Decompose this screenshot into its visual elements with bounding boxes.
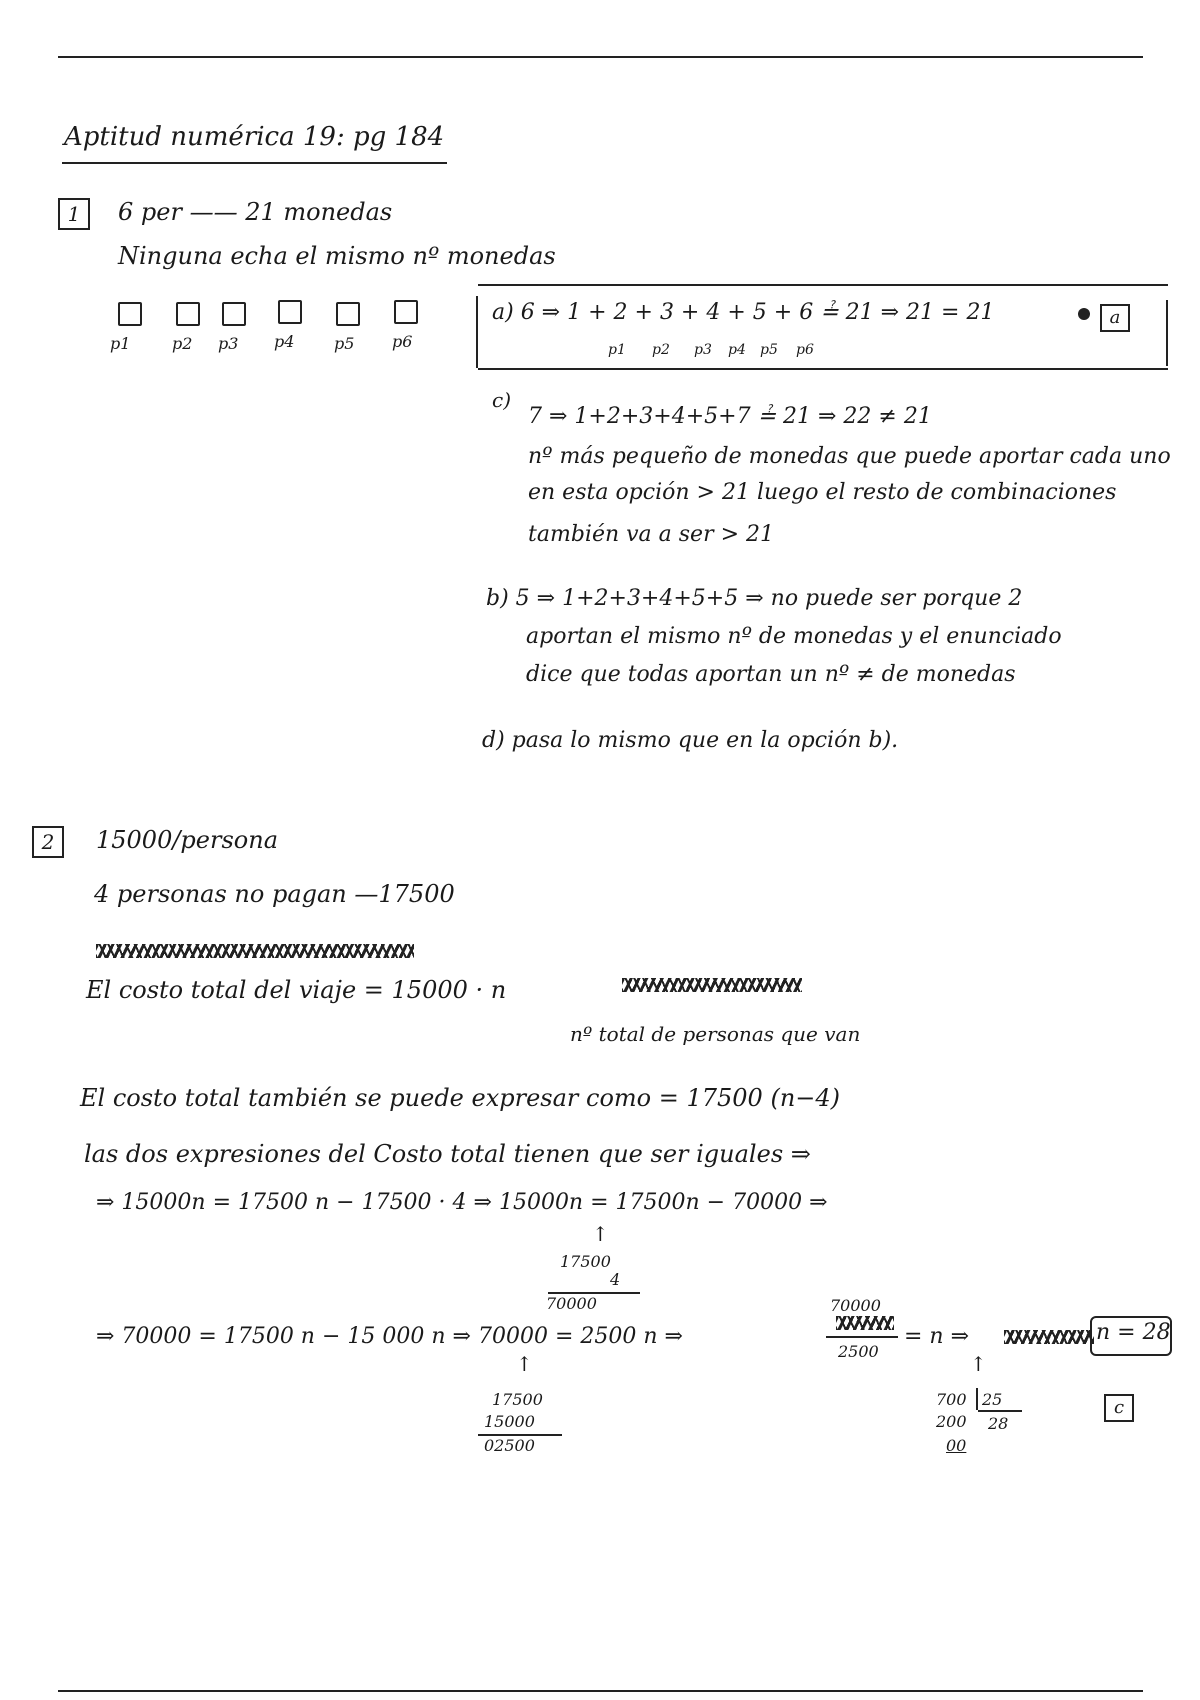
scribbled-text: [836, 1316, 894, 1330]
page-title: Aptitud numérica 19: pg 184: [64, 122, 445, 152]
option-b-line2: aportan el mismo nº de monedas y el enunciado: [526, 624, 1062, 649]
option-c-line1: 7 ⇒ 1+2+3+4+5+7 ≟ 21 ⇒ 22 ≠ 21: [528, 404, 932, 429]
scribbled-text: [1004, 1330, 1094, 1344]
person-label: p4: [274, 332, 295, 351]
fraction-denominator: 2500: [838, 1342, 879, 1361]
option-a-label: p6: [796, 342, 814, 358]
problem-1-line1: 6 per —— 21 monedas: [118, 198, 393, 226]
person-box-1: [118, 302, 142, 326]
problem-1-line2: Ninguna echa el mismo nº monedas: [118, 242, 556, 270]
person-box-6: [394, 300, 418, 324]
person-label: p2: [172, 334, 193, 353]
person-label: p5: [334, 334, 355, 353]
person-box-4: [278, 300, 302, 324]
option-a-label: p5: [760, 342, 778, 358]
person-box-5: [336, 302, 360, 326]
fraction-numerator: 70000: [830, 1296, 881, 1315]
division-bracket: [976, 1388, 978, 1410]
option-d-line: d) pasa lo mismo que en la opción b).: [482, 728, 899, 753]
problem-2-number: 2: [32, 826, 64, 858]
calc1-value: 4: [610, 1270, 621, 1289]
calc1-value: 17500: [560, 1252, 611, 1271]
fraction-rule: [826, 1336, 898, 1338]
option-a-frame: [478, 284, 1168, 370]
problem-2-line3: El costo total del viaje = 15000 · n: [86, 976, 507, 1004]
option-b-line1: b) 5 ⇒ 1+2+3+4+5+5 ⇒ no puede ser porque 2: [486, 586, 1023, 611]
calc1-value: 70000: [546, 1294, 597, 1313]
top-rule: [58, 56, 1143, 58]
option-a-label: p2: [652, 342, 670, 358]
option-a-frame-left: [476, 296, 478, 368]
option-a-frame-right: [1166, 300, 1168, 366]
division-remainder: 200: [936, 1412, 967, 1431]
person-label: p1: [110, 334, 131, 353]
problem-1-number: 1: [58, 198, 90, 230]
person-label: p3: [218, 334, 239, 353]
scribbled-text: [96, 944, 414, 958]
problem-2-line1: 15000/persona: [96, 826, 279, 854]
person-box-3: [222, 302, 246, 326]
option-a-answer: a: [1100, 304, 1130, 332]
problem-2-line4: El costo total también se puede expresar como = 17500 (n−4): [80, 1084, 841, 1112]
scribbled-text: [622, 978, 802, 992]
bottom-rule: [58, 1690, 1143, 1692]
option-b-line3: dice que todas aportan un nº ≠ de monedas: [526, 662, 1016, 687]
option-a-label: p3: [694, 342, 712, 358]
option-a-text: a) 6 ⇒ 1 + 2 + 3 + 4 + 5 + 6 ≟ 21 ⇒ 21 = 21: [492, 300, 995, 325]
option-a-label: p4: [728, 342, 746, 358]
option-c-line2: nº más pequeño de monedas que puede aportar cada uno: [528, 444, 1171, 469]
division-rule: [978, 1410, 1022, 1412]
title-underline: [62, 162, 447, 164]
note-n: nº total de personas que van: [570, 1022, 861, 1046]
problem-2-answer: c: [1104, 1394, 1134, 1422]
option-a-label: p1: [608, 342, 626, 358]
up-arrow-icon: ↑: [516, 1352, 533, 1376]
option-c-line4: también va a ser > 21: [528, 522, 775, 547]
up-arrow-icon: ↑: [592, 1222, 609, 1246]
problem-2-line2: 4 personas no pagan —17500: [94, 880, 455, 908]
division-quotient: 28: [988, 1414, 1009, 1433]
option-c-label: c): [492, 388, 512, 412]
person-box-2: [176, 302, 200, 326]
division-divisor: 25: [982, 1390, 1003, 1409]
division-dividend: 700: [936, 1390, 967, 1409]
calc2-value: 15000: [484, 1412, 535, 1431]
equals-n: = n ⇒: [904, 1324, 970, 1349]
calc2-value: 02500: [484, 1436, 535, 1455]
bullet-dot: [1078, 308, 1090, 320]
option-c-line3: en esta opción > 21 luego el resto de combinaciones: [528, 480, 1117, 505]
problem-2-line6: ⇒ 15000n = 17500 n − 17500 · 4 ⇒ 15000n = 17500n − 70000 ⇒: [96, 1190, 828, 1215]
calc2-value: 17500: [492, 1390, 543, 1409]
up-arrow-icon: ↑: [970, 1352, 987, 1376]
result: n = 28: [1096, 1320, 1171, 1345]
problem-2-line7: ⇒ 70000 = 17500 n − 15 000 n ⇒ 70000 = 2500 n ⇒: [96, 1324, 683, 1349]
division-final: 00: [946, 1436, 967, 1455]
person-label: p6: [392, 332, 413, 351]
problem-2-line5: las dos expresiones del Costo total tienen que ser iguales ⇒: [84, 1140, 811, 1168]
